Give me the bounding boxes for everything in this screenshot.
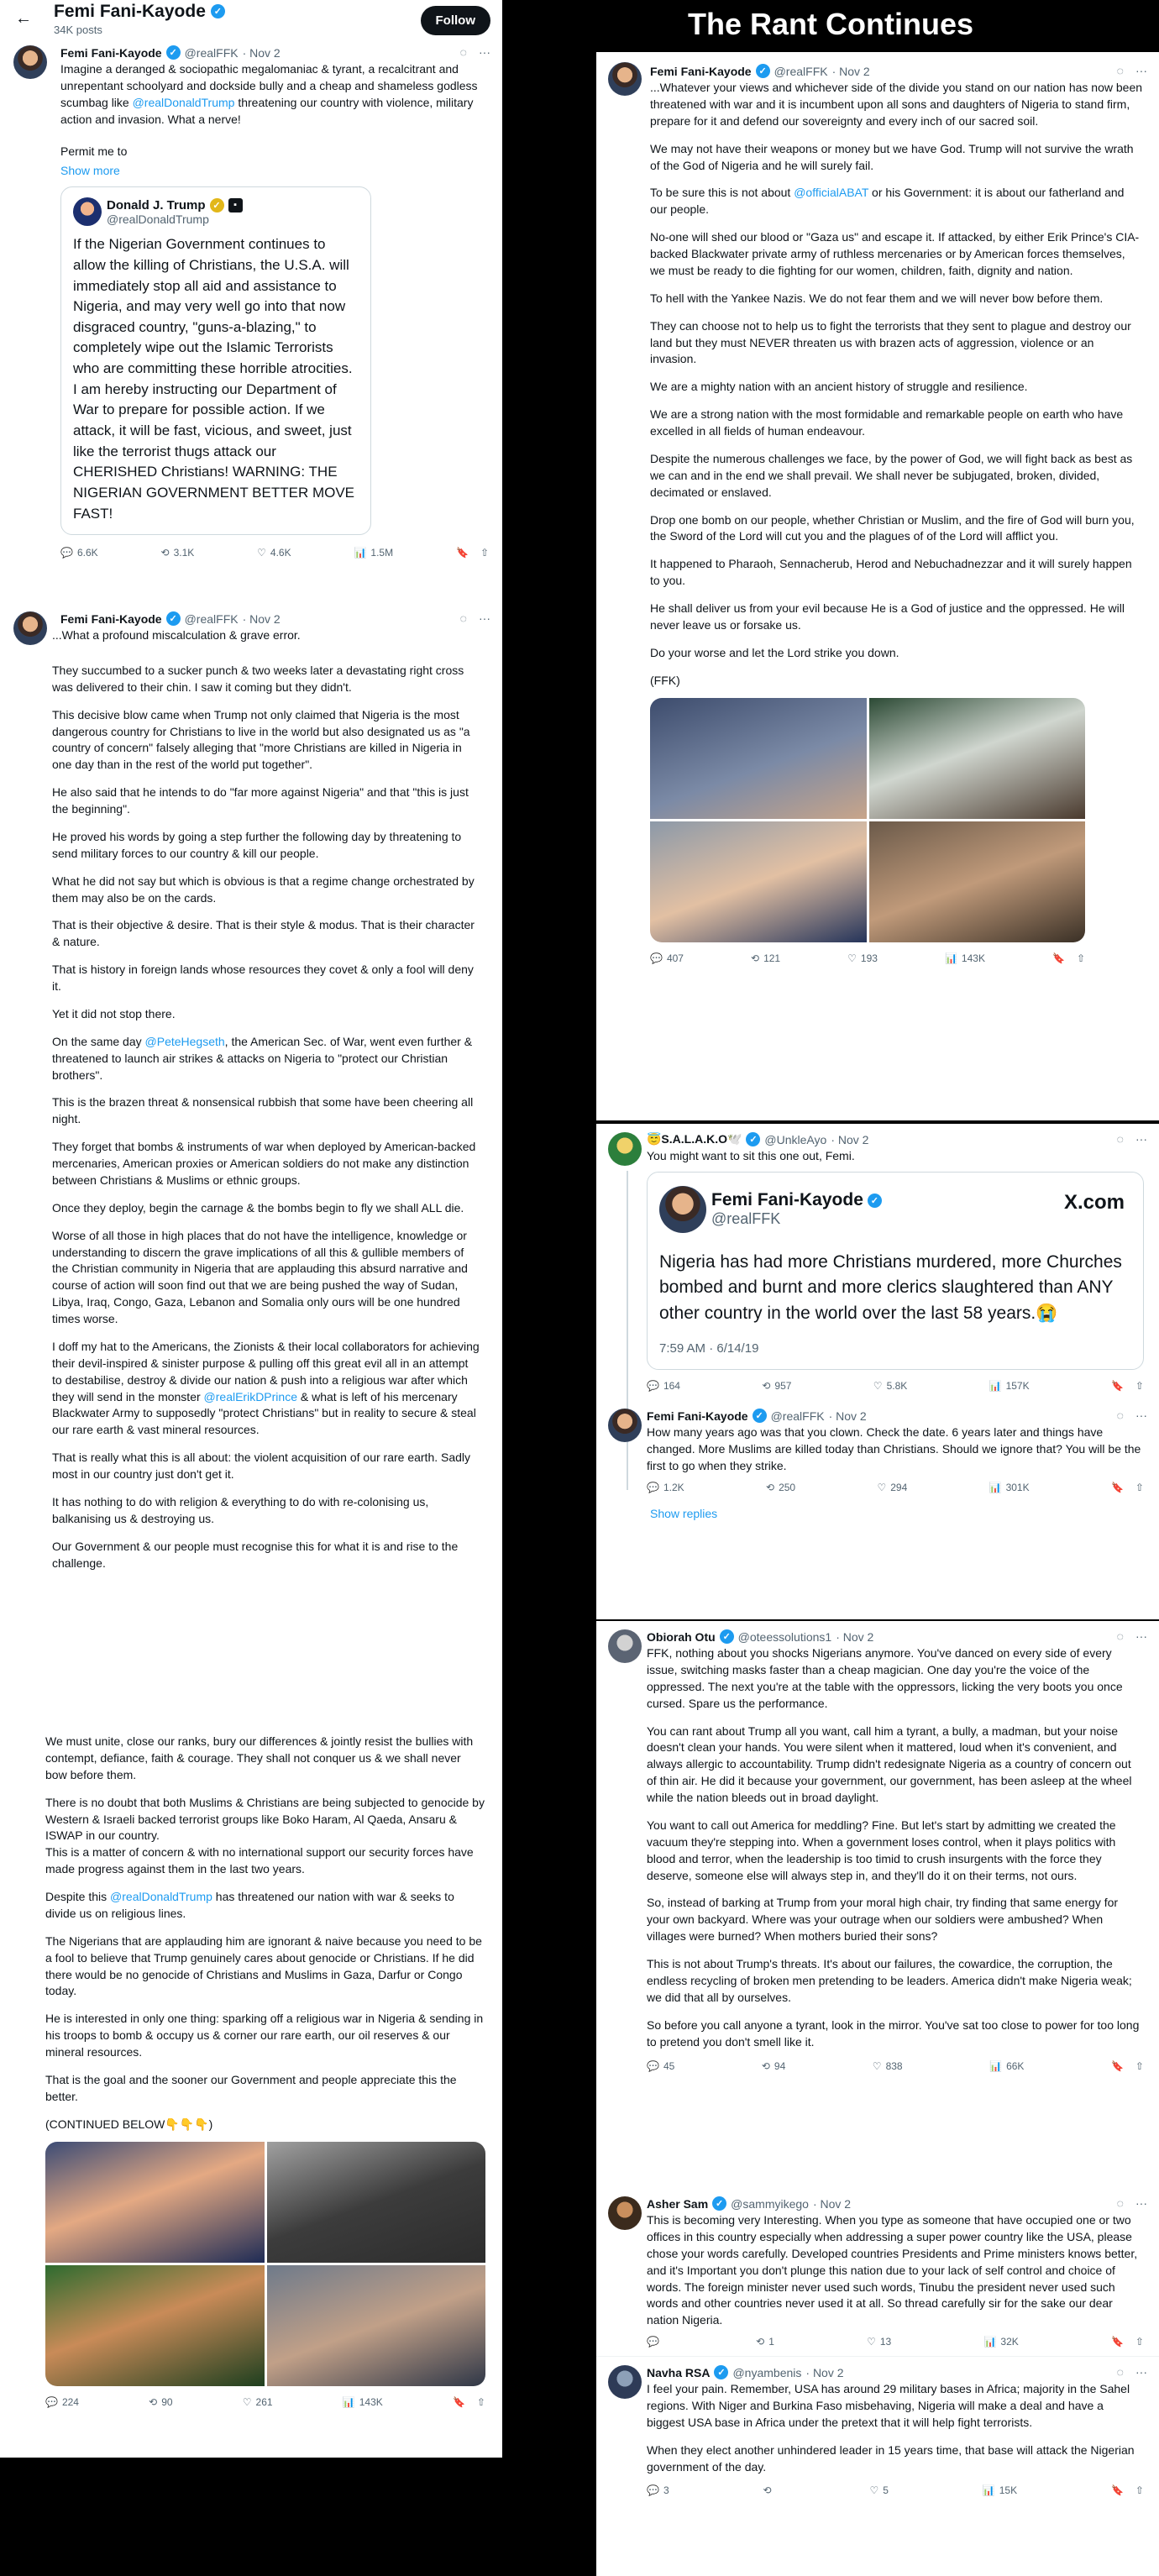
- views-icon: 📊: [342, 2395, 355, 2408]
- photo-official[interactable]: [45, 2265, 265, 2386]
- tweet-date[interactable]: · Nov 2: [812, 2196, 852, 2211]
- bookmark-icon[interactable]: 🔖: [455, 547, 469, 559]
- reply-button[interactable]: 💬 407: [650, 952, 684, 964]
- image-grid: [650, 698, 1085, 942]
- panel-tweet-4: [596, 52, 1159, 1120]
- views-button[interactable]: 📊 143K: [944, 952, 985, 964]
- quoted-tweet-text: Nigeria has had more Christians murdered, more Churches bombed and burnt and more clerics slaughtered than ANY other country in the world over the last 58 years.😭: [659, 1251, 1122, 1323]
- tweet[interactable]: [596, 1400, 1159, 1502]
- share-icon[interactable]: ⇧: [1135, 1481, 1144, 1493]
- share-icon[interactable]: ⇧: [1135, 2336, 1144, 2348]
- reply-button[interactable]: 💬 45: [647, 2060, 675, 2073]
- quoted-screenshot[interactable]: [647, 1172, 1144, 1370]
- tweet-author-name[interactable]: Femi Fani-Kayode: [60, 611, 162, 626]
- tweet[interactable]: [596, 1621, 1159, 2080]
- avatar[interactable]: [608, 1409, 642, 1442]
- photo-man[interactable]: [650, 821, 867, 942]
- bookmark-icon[interactable]: 🔖: [1110, 2484, 1124, 2496]
- avatar[interactable]: [13, 611, 47, 645]
- tweet-author-handle[interactable]: @realFFK: [184, 611, 239, 626]
- tweet-author-name[interactable]: Femi Fani-Kayode: [647, 1409, 748, 1423]
- views-button[interactable]: 📊 15K: [982, 2484, 1018, 2496]
- reply-button[interactable]: 💬 224: [45, 2395, 79, 2408]
- more-icon[interactable]: ···: [1135, 2196, 1147, 2210]
- tweet-actions: [650, 946, 1085, 973]
- repost-button[interactable]: ⟲ 90: [149, 2395, 173, 2408]
- tweet-actions: [45, 2390, 485, 2416]
- repost-button[interactable]: [763, 2484, 776, 2496]
- verified-badge-icon: ✓: [166, 611, 181, 626]
- tweet-author-name[interactable]: Asher Sam: [647, 2196, 709, 2211]
- verified-badge-icon: ✓: [746, 1132, 760, 1146]
- avatar[interactable]: [608, 1132, 642, 1166]
- bookmark-icon[interactable]: 🔖: [1110, 2336, 1124, 2348]
- share-icon[interactable]: ⇧: [476, 2395, 485, 2408]
- more-icon[interactable]: ···: [1135, 64, 1147, 77]
- like-icon: ♡: [873, 1380, 883, 1393]
- panel-replies-1: [596, 1124, 1159, 1619]
- bookmark-icon[interactable]: 🔖: [1110, 2060, 1124, 2073]
- tweet-author-handle[interactable]: @realFFK: [184, 45, 239, 60]
- tweet-text: We must unite, close our ranks, bury our differences & jointly resist the bullies with contempt, defiance, faith & courage. They shall not conquer us & we shall never bow before them. There is no doubt that both Muslims & Christians are being subjected to genocide by Western & Israeli backed terrorist groups like Boko Haram, Al Qaeda, Ansaru & ISWAP in our country. This is a matter of concern & with no international support our security forces have made progress against them in the last two years. Despite this @realDonaldTrump has threatened our nation with war & seeks to divide us on religious lines. The Nigerians that are applauding him are ignorant & naive because you need to be a fool to believe that Trump genuinely cares about genocide or Christians. If he did there would be no genocide of Christians and Muslims in Gaza, Darfur or Congo today. He is interested in only one thing: sparking off a religious war in Nigeria & sending in his troops to bomb & occupy us & corner our rare earth, our oil reserves & our mineral resources. That is the goal and the sooner our Government and people appreciate this the better. (CONTINUED BELOW👇👇👇): [45, 1734, 485, 2131]
- verified-badge-icon: ✓: [753, 1409, 767, 1423]
- bookmark-icon[interactable]: 🔖: [1051, 952, 1065, 964]
- profile-header: [0, 0, 502, 37]
- like-button[interactable]: ♡ 193: [847, 952, 878, 964]
- quoted-author-handle: @realFFK: [711, 1210, 781, 1228]
- views-icon: 📊: [944, 952, 957, 964]
- views-button[interactable]: 📊 1.5M: [354, 547, 394, 559]
- tweet-text: ...What a profound miscalculation & grave error. They succumbed to a sucker punch & two weeks later a devastating right cross was delivered to their chin. I saw it coming but they didn't. This decisive blow came when Trump not only claimed that Nigeria is the most dangerous country for Christians to live in the world but also designated us as "a country of concern" falsely alleging that "more Christians are killed in Nigeria in one day than in the rest of the world put together". He also said that he intends to do "far more against Nigeria" and that "this is just the beginning". He proved his words by going a step further the following day by threatening to send military forces to our country & kill our people. What he did not say but which is obvious is that a regime change orchestrated by them may also be on the cards. That is their objective & desire. That is their style & modus. That is their character & nature. That is history in foreign lands whose resources they covet & only a fool will deny it. Yet it did not stop there. On the same day @PeteHegseth, the American Sec. of War, went even further & threatened to launch air strikes & attacks on Nigeria to "protect our Christian brothers". This is the brazen threat & nonsensical rubbish that some have been cheering all night. They forget that bombs & instruments of war when deployed by American-backed mercenaries, American proxies or American soldiers do not make any distinction between Christians & Muslims or ethnic groups. Once they deploy, begin the carnage & the bombs begin to fly we shall ALL die. Worse of all those in high places that do not have the intelligence, knowledge or understanding to discern the grave implications of all this & gullible members of the Christian community in Nigeria that are applauding this absurd narrative and course of action will soon find out that we are being pushed the way of Sudan, Libya, Iraq, Congo, Gaza, Lebanon and Somalia only ours will be one hundred times worse. I doff my hat to the Americans, the Zionists & their local collaborators for achieving their devil-inspired & sinister purpose & pulling off this great evil all in an attempt to destabilise, destroy & divide our nation & push into a religious war after which they will send in the monster @realErikDPrince & what is left of his mercenary Blackwater Army to supposedly "protect Christians" but in reality to secure & steal our rare earth & vast mineral resources. That is really what this is all about: the violent acquisition of our rare earth. Sadly most in our country just don't get it. It has nothing to do with religion & everything to do with re-colonising us, balkanising us & destroying us. Our Government & our people must recognise this for what it is and rise to the challenge.: [52, 628, 480, 1570]
- tweet-actions: [60, 540, 489, 567]
- like-icon: ♡: [872, 2060, 882, 2073]
- panel-replies-3: [596, 2188, 1159, 2576]
- verified-badge-icon: ✓: [868, 1194, 882, 1208]
- image-grid: [45, 2142, 485, 2386]
- photo-hegseth[interactable]: [650, 698, 867, 819]
- tweet-author-name[interactable]: Navha RSA: [647, 2365, 711, 2379]
- verified-badge-icon: ✓: [211, 4, 225, 18]
- bookmark-icon[interactable]: 🔖: [452, 2395, 465, 2408]
- photo-tinubu[interactable]: [267, 2142, 486, 2263]
- mention-link[interactable]: @realDonaldTrump: [132, 95, 235, 109]
- repost-button[interactable]: ⟲ 3.1K: [160, 547, 195, 559]
- verified-badge-icon: ✓: [166, 45, 181, 60]
- more-icon[interactable]: ···: [1135, 1409, 1147, 1423]
- quoted-author-handle: @realDonaldTrump: [107, 212, 209, 226]
- views-button[interactable]: 📊 143K: [342, 2395, 383, 2408]
- reply-button[interactable]: 💬 3: [647, 2484, 669, 2496]
- tweet-text: ...Whatever your views and whichever side of the divide you stand on our nation has now been threatened with war and it is incumbent upon all sons and daughters of Nigeria to stand firm, prepare for it and defend our sovereignty and every inch of our sacred soil. We may not have their weapons or money but we have God. Trump will not survive the wrath of the God of Nigeria and he will surely fail. To be sure this is not about @officialABAT or his Government: it is about our fatherland and our people. No-one will shed our blood or "Gaza us" and escape it. If attacked, by either Erik Prince's CIA-backed Blackwater private army of ruthless mercenaries or by American forces themselves, we must be ready to die fighting for our women, children, faith, dignity and nation. To hell with the Yankee Nazis. We do not fear them and we will never bow before them. They can choose not to help us to fight the terrorists that they sent to plague and destroy our land but they must NEVER threaten us with brazen acts of aggression, violence or an invasion. We are a mighty nation with an ancient history of struggle and resilience. We are a strong nation with the most formidable and remarkable people on earth who have excelled in all fields of human endeavour. Despite the numerous challenges we face, by the power of God, we will fight back as best as we can and in the end we shall prevail. We shall never be subjugated, broken, divided, decimated or enslaved. Drop one bomb on our people, whether Christian or Muslim, and the fire of God will burn you, the Sword of the Lord will cut you and the plagues of of the Lord will afflict you. It happened to Pharaoh, Sennacherub, Herod and Nebuchadnezzar and it will surely happen to you. He shall deliver us from your evil because He is a God of justice and the oppressed. He will never leave us or forsake us. Do your worse and let the Lord strike you down. (FFK): [650, 81, 1143, 687]
- quoted-author-name: Femi Fani-Kayode: [711, 1190, 863, 1210]
- tweet-text: You might want to sit this one out, Femi.: [647, 1149, 855, 1162]
- profile-name: Femi Fani-Kayode: [54, 1, 206, 21]
- tweet-date[interactable]: · Nov 2: [805, 2365, 844, 2379]
- grok-icon[interactable]: ◌: [459, 611, 467, 625]
- grok-icon[interactable]: ◌: [1116, 1629, 1124, 1643]
- like-button[interactable]: ♡ 294: [877, 1481, 908, 1493]
- views-icon: 📊: [989, 2060, 1003, 2073]
- like-icon: ♡: [869, 2484, 879, 2496]
- grok-icon[interactable]: ◌: [1116, 1132, 1124, 1146]
- tweet[interactable]: [0, 37, 502, 567]
- tweet-author-name[interactable]: 😇S.A.L.A.K.O🕊️: [647, 1132, 742, 1146]
- like-button[interactable]: ♡ 261: [242, 2395, 273, 2408]
- verified-badge-icon: ✓: [720, 1629, 734, 1644]
- reply-button[interactable]: [647, 2336, 663, 2348]
- tweet-date[interactable]: · Nov 2: [828, 1409, 867, 1423]
- verified-badge-icon: ✓: [210, 198, 224, 212]
- share-icon[interactable]: ⇧: [480, 547, 489, 559]
- views-button[interactable]: 📊 157K: [989, 1380, 1030, 1393]
- grok-icon[interactable]: ◌: [1116, 2365, 1124, 2379]
- mention-link[interactable]: @PeteHegseth: [144, 1034, 225, 1048]
- mention-link[interactable]: @officialABAT: [794, 186, 869, 200]
- verified-badge-icon: ✓: [756, 64, 770, 78]
- reply-button[interactable]: 💬 1.2K: [647, 1481, 684, 1493]
- reply-button[interactable]: 💬 164: [647, 1380, 680, 1393]
- views-icon: 📊: [982, 2484, 995, 2496]
- reply-button[interactable]: 💬 6.6K: [60, 547, 98, 559]
- tweet[interactable]: [596, 2188, 1159, 2356]
- panel-tweet-2: [0, 603, 502, 1727]
- tweet-author-handle[interactable]: @nyambenis: [732, 2365, 802, 2379]
- bookmark-icon[interactable]: 🔖: [1110, 1380, 1124, 1393]
- repost-icon: ⟲: [149, 2395, 158, 2408]
- repost-button[interactable]: ⟲ 957: [762, 1380, 792, 1393]
- x-logo: X.com: [1063, 1190, 1125, 1214]
- mention-link[interactable]: @realErikDPrince: [203, 1389, 297, 1403]
- grok-icon[interactable]: ◌: [1116, 1409, 1124, 1423]
- post-count: 34K posts: [54, 23, 102, 36]
- follow-button[interactable]: Follow: [421, 6, 491, 35]
- avatar[interactable]: [608, 2365, 642, 2399]
- tweet-date[interactable]: · Nov 2: [831, 1132, 869, 1146]
- tweet-author-handle[interactable]: @realFFK: [774, 64, 828, 78]
- more-icon[interactable]: ···: [479, 611, 490, 625]
- tweet-date[interactable]: · Nov 2: [836, 1629, 874, 1644]
- tweet-actions: [647, 2329, 1144, 2356]
- tweet-actions: [647, 2054, 1144, 2080]
- tweet-actions: [647, 1475, 1144, 1502]
- tweet-actions: [647, 1373, 1144, 1400]
- avatar: [73, 197, 102, 226]
- tweet-text: I feel your pain. Remember, USA has around 29 military bases in Africa; majority in the Sahel regions. With Niger and Burkina Faso misbehaving, Nigeria will make a deal and have a biggest USA base in Africa under the pretext that it will help fight terrorists. When they elect another unhindered leader in 15 years time, that base will attack the Nigerian government of the day.: [647, 2382, 1135, 2474]
- views-button[interactable]: 📊 301K: [989, 1481, 1030, 1493]
- reply-icon: 💬: [60, 547, 73, 559]
- like-button[interactable]: ♡ 13: [867, 2336, 892, 2348]
- tweet-author-handle[interactable]: @oteessolutions1: [737, 1629, 832, 1644]
- photo-official[interactable]: [869, 821, 1086, 942]
- share-icon[interactable]: ⇧: [1076, 952, 1085, 964]
- verified-badge-icon: ✓: [712, 2196, 726, 2211]
- tweet-date[interactable]: · Nov 2: [831, 64, 870, 78]
- photo-man[interactable]: [267, 2265, 486, 2386]
- page-title: The Rant Continues: [688, 7, 973, 41]
- avatar[interactable]: [608, 2196, 642, 2230]
- share-icon[interactable]: ⇧: [1135, 2484, 1144, 2496]
- more-icon[interactable]: ···: [1135, 1629, 1147, 1643]
- like-icon: ♡: [847, 952, 857, 964]
- more-icon[interactable]: ···: [479, 45, 490, 59]
- repost-icon: ⟲: [762, 1380, 771, 1393]
- tweet-author-handle[interactable]: @UnkleAyo: [764, 1132, 827, 1146]
- quoted-tweet-text: If the Nigerian Government continues to allow the killing of Christians, the U.S.A. will immediately stop all aid and assistance to Nigeria, and may very well go into that now disgraced country, "guns-a-blazing," to completely wipe out the Islamic Terrorists who are committing these horrible atrocities. I am hereby instructing our Department of War to prepare for possible action. If we attack, it will be fast, vicious, and sweet, just like the terrorist thugs attack our CHERISHED Christians! WARNING: THE NIGERIAN GOVERNMENT BETTER MOVE FAST!: [73, 236, 355, 522]
- panel-tweet-3: [0, 1727, 502, 2458]
- tweet[interactable]: [596, 52, 1159, 973]
- bookmark-icon[interactable]: 🔖: [1110, 1481, 1124, 1493]
- reply-icon: 💬: [45, 2395, 58, 2408]
- like-button[interactable]: ♡ 838: [872, 2060, 903, 2073]
- repost-icon: ⟲: [756, 2336, 765, 2348]
- repost-icon: ⟲: [761, 2060, 770, 2073]
- back-arrow-icon[interactable]: ←: [15, 8, 32, 28]
- reply-icon: 💬: [647, 2060, 659, 2073]
- views-icon: 📊: [989, 1481, 1002, 1493]
- more-icon[interactable]: ···: [1135, 1132, 1147, 1146]
- like-icon: ♡: [877, 1481, 887, 1493]
- avatar: [659, 1186, 706, 1233]
- grok-icon[interactable]: ◌: [1116, 64, 1124, 77]
- tweet-text: This is becoming very Interesting. When you type as someone that have occupied one or two offices in this country especially when addressing a super power country like the USA, please chose your words carefully. Developed countries Presidents and Prime ministers knows better, and it's Important you don't plunge this nation due to your lack of self control and choice of words. The foreign minister never used such words, Tinubu the president never used such words and other countries never used it at all. So thread carefully sir for the sake our dear nation Nigeria.: [647, 2213, 1138, 2327]
- repost-button[interactable]: ⟲ 250: [766, 1481, 796, 1493]
- tweet-text: FFK, nothing about you shocks Nigerians anymore. You've danced on every side of every issue, switching masks faster than a cheap magician. One day you're the voice of the oppressed. The next you're at the table with the oppressors, licking the very boots you once cursed. Spare us the performance. You can rant about Trump all you want, call him a tyrant, a bully, a madman, but your noise doesn't clean your hands. You were silent when it mattered, loud when it's convenient, and always allergic to accountability. Trump didn't redesignate Nigeria as a country of concern out of thin air. He did it because your government, our government, has been asleep at the wheel while the nation bleeds out in broad daylight. You want to call out America for meddling? Fine. But let's start by admitting we created the vacuum they're stepping into. When a government loses control, when it plays politics with blood and terror, when the leadership is too timid to crush insurgents with the force they deserve, someone else will always step in, and they'll do it on their terms, not ours. So, instead of barking at Trump from your moral high chair, try finding that same energy for your own backyard. Where was your outrage when our soldiers were ambushed? When villages were burned? When mothers buried their sons? This is not about Trump's threats. It's about our failures, the cowardice, the corruption, the endless recycling of broken men pretending to be leaders. America didn't make Nigeria weak; we did that all by ourselves. So before you call anyone a tyrant, look in the mirror. You've sat too close to power for too long to pretend you don't smell like it.: [647, 1646, 1140, 2049]
- repost-icon: ⟲: [763, 2484, 772, 2496]
- tweet[interactable]: [0, 1727, 502, 2416]
- photo-trump[interactable]: [45, 2142, 265, 2263]
- tweet-author-handle[interactable]: @realFFK: [770, 1409, 825, 1423]
- tweet-text: How many years ago was that you clown. Check the date. 6 years later and things have changed. More Muslims are killed today than Christians. Should we ignore that? You will be the first to go when they strike.: [647, 1425, 1141, 1472]
- share-icon[interactable]: ⇧: [1135, 2060, 1144, 2073]
- tweet[interactable]: [596, 1124, 1159, 1400]
- like-icon: ♡: [242, 2395, 252, 2408]
- quoted-tweet[interactable]: [60, 186, 371, 535]
- tweet-text: Imagine a deranged & sociopathic megalomaniac & tyrant, a recalcitrant and unrepentant schoolyard and dockside bully and a cheap and shameless godless scumbag like @realDonaldTrump threatening our country with violence, military action and invasion. What a nerve! Permit me to Show more: [60, 61, 489, 180]
- quoted-author-name: Donald J. Trump: [107, 197, 206, 212]
- repost-button[interactable]: ⟲ 1: [756, 2336, 774, 2348]
- photo-official[interactable]: [869, 698, 1086, 819]
- repost-icon: ⟲: [160, 547, 170, 559]
- show-replies-link[interactable]: Show replies: [650, 1506, 718, 1520]
- repost-icon: ⟲: [766, 1481, 775, 1493]
- tweet-date[interactable]: · Nov 2: [242, 45, 281, 60]
- quoted-tweet-time: 7:59 AM · 6/14/19: [659, 1341, 759, 1356]
- show-more-link[interactable]: Show more: [60, 164, 120, 178]
- avatar[interactable]: [608, 1629, 642, 1663]
- panel-replies-2: [596, 1621, 1159, 2188]
- reply-icon: 💬: [647, 2484, 659, 2496]
- tweet-author-handle[interactable]: @sammyikego: [731, 2196, 809, 2211]
- share-icon[interactable]: ⇧: [1135, 1380, 1144, 1393]
- repost-button[interactable]: ⟲ 121: [751, 952, 781, 964]
- like-icon: ♡: [867, 2336, 876, 2348]
- reply-icon: 💬: [650, 952, 663, 964]
- like-icon: ♡: [257, 547, 266, 559]
- panel-tweet-1: [0, 0, 502, 603]
- tweet-actions: [647, 2478, 1144, 2505]
- views-button[interactable]: 📊 66K: [989, 2060, 1025, 2073]
- reply-icon: 💬: [647, 1481, 659, 1493]
- mention-link[interactable]: @realDonaldTrump: [110, 1890, 212, 1903]
- repost-icon: ⟲: [751, 952, 760, 964]
- grok-icon[interactable]: ◌: [1116, 2196, 1124, 2210]
- tweet-author-name[interactable]: Femi Fani-Kayode: [60, 45, 162, 60]
- repost-button[interactable]: ⟲ 94: [761, 2060, 786, 2073]
- tweet[interactable]: [0, 603, 502, 1571]
- views-icon: 📊: [354, 547, 367, 559]
- reply-icon: 💬: [647, 1380, 659, 1393]
- views-button[interactable]: 📊 32K: [983, 2336, 1019, 2348]
- tweet-author-name[interactable]: Femi Fani-Kayode: [650, 64, 752, 78]
- views-icon: 📊: [989, 1380, 1002, 1393]
- like-button[interactable]: ♡ 4.6K: [257, 547, 291, 559]
- avatar[interactable]: [13, 45, 47, 79]
- like-button[interactable]: ♡ 5.8K: [873, 1380, 908, 1393]
- grok-icon[interactable]: ◌: [459, 45, 467, 59]
- tweet-author-name[interactable]: Obiorah Otu: [647, 1629, 716, 1644]
- more-icon[interactable]: ···: [1135, 2365, 1147, 2379]
- tweet[interactable]: [596, 2357, 1159, 2504]
- avatar[interactable]: [608, 62, 642, 96]
- verified-badge-icon: ✓: [714, 2365, 728, 2379]
- like-button[interactable]: ♡ 5: [869, 2484, 889, 2496]
- tweet-date[interactable]: · Nov 2: [242, 611, 281, 626]
- reply-icon: 💬: [647, 2336, 659, 2348]
- views-icon: 📊: [983, 2336, 997, 2348]
- affiliate-badge-icon: ▪: [228, 198, 243, 212]
